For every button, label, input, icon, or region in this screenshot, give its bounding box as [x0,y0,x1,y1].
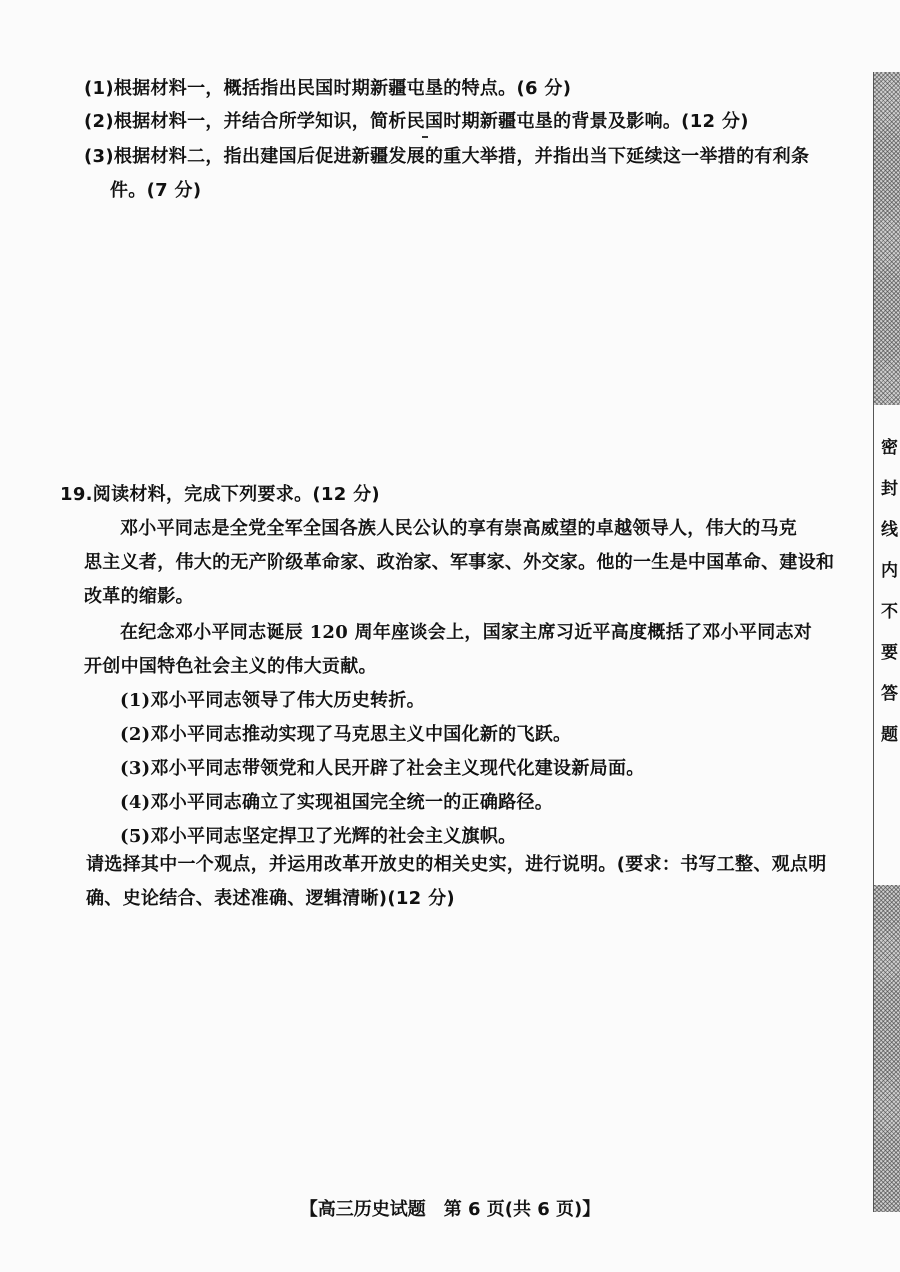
question-18-part-2: (2)根据材料一，并结合所学知识，简析民国时期新疆屯垦的背景及影响。(12 分) [84,111,749,132]
page-footer: 【高三历史试题 第 6 页(共 6 页)】 [299,1199,601,1220]
viewpoint-2: (2)邓小平同志推动实现了马克思主义中国化新的飞跃。 [120,724,572,745]
seal-line-warning: 密封线内不要答题 [877,438,897,766]
material-para-1-line-1: 邓小平同志是全党全军全国各族人民公认的享有崇高威望的卓越领导人，伟大的马克 [120,518,798,539]
question-18-part-3-line-1: (3)根据材料二，指出建国后促进新疆发展的重大举措，并指出当下延续这一举措的有利条 [84,146,810,167]
task-instruction-line-1: 请选择其中一个观点，并运用改革开放史的相关史实，进行说明。(要求：书写工整、观点明 [86,854,827,875]
question-19-heading: 19.阅读材料，完成下列要求。(12 分) [60,484,380,505]
material-para-2-line-1: 在纪念邓小平同志诞辰 120 周年座谈会上，国家主席习近平高度概括了邓小平同志对 [120,622,813,643]
viewpoint-5: (5)邓小平同志坚定捍卫了光辉的社会主义旗帜。 [120,826,517,847]
question-18-part-1: (1)根据材料一，概括指出民国时期新疆屯垦的特点。(6 分) [84,78,572,99]
question-18-part-3-line-2: 件。(7 分) [110,180,202,201]
viewpoint-1: (1)邓小平同志领导了伟大历史转折。 [120,690,425,711]
material-para-1-line-3: 改革的缩影。 [84,586,194,607]
material-para-2-line-2: 开创中国特色社会主义的伟大贡献。 [84,656,377,677]
stray-mark [422,136,428,138]
viewpoint-3: (3)邓小平同志带领党和人民开辟了社会主义现代化建设新局面。 [120,758,645,779]
task-instruction-line-2: 确、史论结合、表述准确、逻辑清晰)(12 分) [86,888,455,909]
material-para-1-line-2: 思主义者，伟大的无产阶级革命家、政治家、军事家、外交家。他的一生是中国革命、建设和 [84,552,835,573]
viewpoint-4: (4)邓小平同志确立了实现祖国完全统一的正确路径。 [120,792,554,813]
